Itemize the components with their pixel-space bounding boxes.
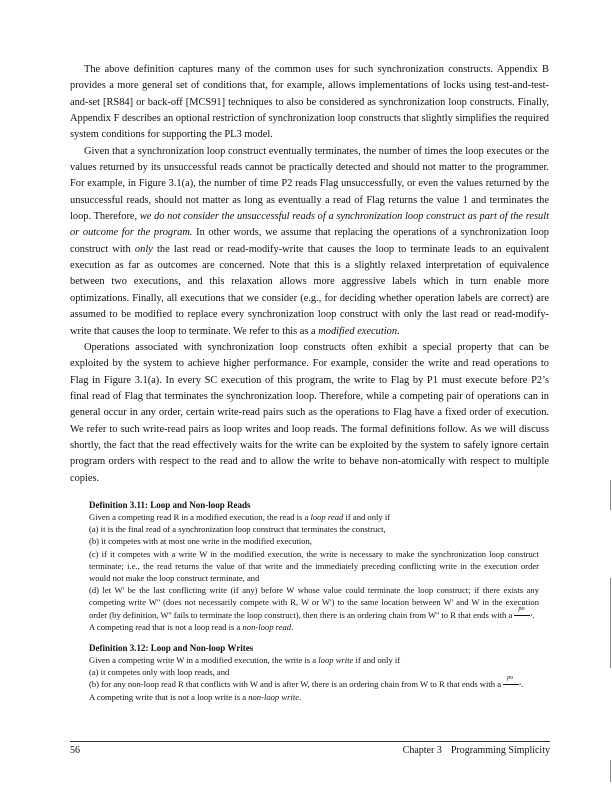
definition-title: Definition 3.11: Loop and Non-loop Reads: [89, 499, 251, 510]
emphasized-text: modified execution: [318, 325, 398, 337]
emphasized-text: loop read: [310, 511, 344, 522]
definition-clause: (a) it is the final read of a synchronization loop construct that terminates the construct,: [89, 524, 386, 535]
emphasized-text: only: [134, 243, 153, 255]
text-run: (d) let W' be the last conflicting write (if any) before W whose value could terminate the loop construct; if there exists any competing write W'' (does not necessarily compete with R, W or W') to the same location between W' and W in the execution order (by definition, W'' fails to terminate the loop construct), then there is an ordering chain from W'' to R that ends with a: [89, 585, 539, 620]
definition-clause: [89, 675, 539, 690]
text-run: if and only if: [343, 511, 391, 522]
body-paragraph: [70, 144, 549, 340]
definition-clause: [89, 584, 539, 621]
po-arrow-icon: po ›: [503, 679, 521, 687]
definition-title: Definition 3.12: Loop and Non-loop Writes: [89, 642, 254, 653]
text-run: Given a competing read R in a modified execution, the read is a: [89, 511, 311, 522]
text-run: the last read or read-modify-write that causes the loop to terminate leads to an equivalent execution as far as outcomes are concerned. Note that this is a slightly relaxed interpretation of equivalence between two executions, and this relaxation allows more aggressive labels which in turn enable more optimizations. Finally, all executions that we consider (e.g., for deciding whether operation labels are correct) are assumed to be modified to replace every synchronization loop construct with only the last read or read-modify-write that causes the loop to terminate. We refer to this as a: [70, 243, 549, 337]
definition-clause: (b) it competes with at most one write in the modified execution,: [89, 536, 312, 547]
definition-block: [89, 642, 539, 703]
body-paragraph: [70, 62, 549, 144]
text-run: if and only if: [353, 654, 401, 665]
definition-outro: [89, 691, 539, 703]
page-content: [70, 62, 549, 712]
definition-clause: (a) it competes only with loop reads, and: [89, 667, 230, 678]
emphasized-text: non-loop write: [248, 691, 300, 702]
text-run: .: [521, 679, 524, 690]
chapter-title: Programming Simplicity: [450, 745, 550, 756]
arrow-label: po: [518, 605, 525, 612]
emphasized-text: we do not consider the unsuccessful reads of a synchronization loop construct as part of the result or outcome for the program.: [70, 211, 549, 239]
emphasized-text: non-loop read: [242, 621, 292, 632]
text-run: Given that a synchronization loop construct eventually terminates, the number of times the loop executes or the values returned by its unsuccessful reads cannot be practically detected and should not matter to the programmer. For example, in Figure 3.1(a), the number of time P2 reads Flag unsuccessfully, or even the values returned by the unsuccessful reads, should not matter as long as eventually a read of Flag returns the value 1 and terminates the loop. Therefore,: [70, 145, 549, 223]
page-number: 56: [70, 745, 80, 756]
po-arrow-icon: po ›: [514, 610, 532, 618]
definitions: [89, 499, 539, 703]
text-run: A competing read that is not a loop read is a: [89, 621, 243, 632]
body-paragraph: [70, 340, 549, 487]
text-run: A competing write that is not a loop write is a: [89, 691, 249, 702]
footer-rule: [70, 741, 550, 742]
text-run: .: [291, 621, 294, 632]
definition-block: [89, 499, 539, 633]
definition-outro: [89, 621, 539, 633]
definition-clause: (c) if it competes with a write W in the modified execution, the write is necessary to make the synchronization loop construct terminate; i.e., the read returns the value of that write and the immediately preceding conflicting write in the execution order would not make the loop construct terminate, and: [89, 548, 539, 583]
text-run: Operations associated with synchronization loop constructs often exhibit a special property that can be exploited by the system to achieve higher performance. For example, consider the write and read operations to Flag in Figure 3.1(a). In every SC execution of this program, the write to Flag by P1 must execute before P2’s final read of Flag that terminates the synchronization loop. Therefore, while a competing pair of operations can in general occur in any order, certain write-read pairs such as the operations to Flag have a fixed order of execution. We refer to such write-read pairs as loop writes and loop reads. The formal definitions follow. As we will discuss shortly, the fact that the read effectively waits for the write can be exploited by the system to safely ignore certain program orders with respect to the read and to allow the write to behave non-atomically with respect to multiple copies.: [70, 341, 549, 484]
chapter-label: Chapter 3: [402, 745, 442, 756]
text-run: In other words, we assume that replacing the operations of a synchronization loop construct with: [70, 227, 550, 255]
text-run: .: [299, 691, 302, 702]
text-run: .: [397, 325, 400, 337]
emphasized-text: loop write: [318, 654, 354, 665]
definition-intro: [89, 511, 539, 523]
definition-intro: [89, 654, 539, 666]
text-run: Given a competing write W in a modified execution, the write is a: [89, 654, 319, 665]
text-run: (b) for any non-loop read R that conflicts with W and is after W, there is an ordering chain from W to R that ends with a: [89, 679, 504, 690]
running-header: [403, 745, 550, 756]
scan-artifact: [610, 760, 611, 782]
arrow-label: po: [507, 675, 514, 682]
text-run: .: [532, 609, 535, 620]
text-run: The above definition captures many of the common uses for such synchronization constructs. Appendix B provides a more general set of conditions that, for example, allows implementations of locks using test-and-test-and-set [RS84] or back-off [MCS91] techniques to also be considered as synchronization loop constructs. Finally, Appendix F describes an optional restriction of synchronization loop constructs that slightly simplifies the required system conditions for supporting the PL3 model.: [70, 64, 549, 141]
scan-artifact: [610, 578, 611, 668]
scan-artifact: [610, 480, 611, 510]
body-paragraphs: [70, 62, 549, 487]
